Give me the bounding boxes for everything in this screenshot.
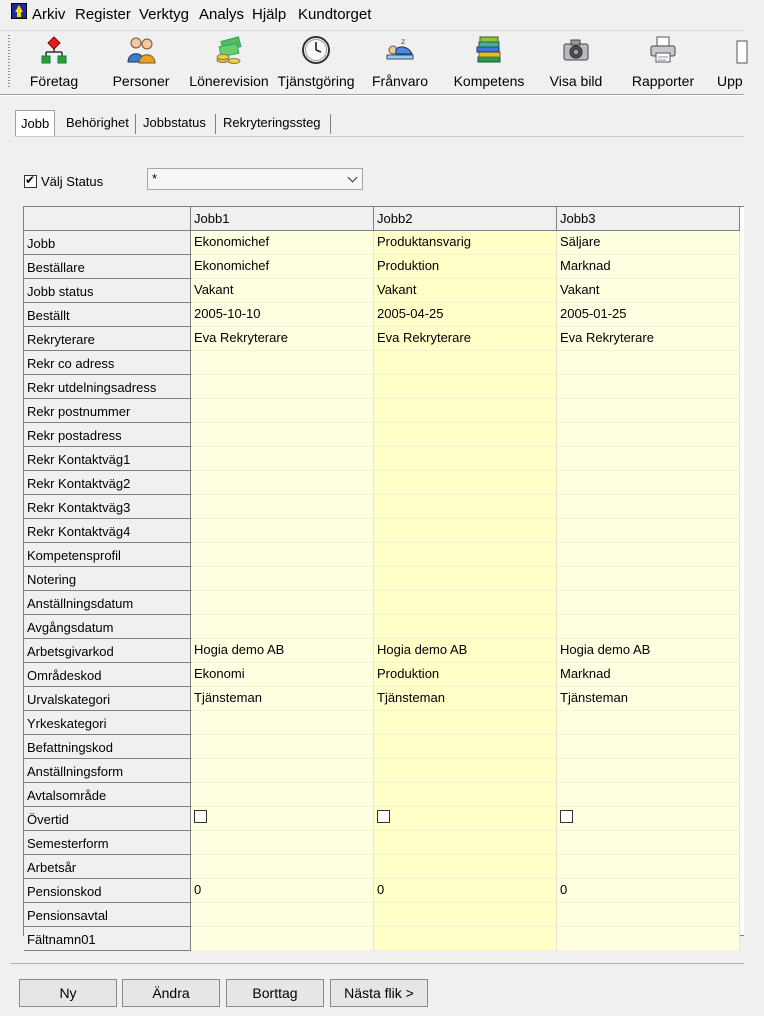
grid-cell[interactable]: [557, 855, 740, 879]
column-header-2[interactable]: Jobb2: [374, 207, 557, 231]
grid-cell[interactable]: Vakant: [374, 279, 557, 303]
table-row: [24, 807, 764, 831]
grid-cell[interactable]: [374, 495, 557, 519]
toolbar-upp-button[interactable]: [712, 31, 744, 91]
row-header: Befattningskod: [24, 735, 191, 759]
svg-text:z: z: [401, 37, 406, 46]
row-header: Beställt: [24, 303, 191, 327]
grid-cell[interactable]: [557, 447, 740, 471]
grid-cell[interactable]: [191, 831, 374, 855]
grid-cell[interactable]: [374, 759, 557, 783]
row-header: Notering: [24, 567, 191, 591]
grid-cell[interactable]: [191, 807, 374, 831]
grid-cell[interactable]: [191, 471, 374, 495]
status-select[interactable]: [147, 168, 363, 190]
grid-cell[interactable]: [374, 447, 557, 471]
grid-cell[interactable]: [557, 399, 740, 423]
grid-cell[interactable]: Hogia demo AB: [557, 639, 740, 663]
table-row: [24, 231, 764, 255]
grid-cell[interactable]: Tjänsteman: [557, 687, 740, 711]
grid-cell[interactable]: [557, 375, 740, 399]
overtid-checkbox[interactable]: [560, 810, 573, 823]
grid-cell[interactable]: [191, 447, 374, 471]
tab-underline: [15, 136, 744, 137]
row-header: Pensionskod: [24, 879, 191, 903]
row-header: Övertid: [24, 807, 191, 831]
grid-cell[interactable]: [374, 735, 557, 759]
toolbar-franvaro-button[interactable]: [366, 31, 434, 91]
grid-cell[interactable]: [557, 351, 740, 375]
table-row: [24, 591, 764, 615]
grid-cell[interactable]: [557, 615, 740, 639]
grid-cell[interactable]: [374, 351, 557, 375]
grid-cell[interactable]: [374, 807, 557, 831]
valj-status-checkbox[interactable]: [24, 175, 37, 188]
row-header: Urvalskategori: [24, 687, 191, 711]
app-icon[interactable]: [11, 3, 27, 19]
new-button[interactable]: Ny: [19, 979, 117, 1007]
grid-cell[interactable]: 2005-10-10: [191, 303, 374, 327]
menu-verktyg[interactable]: Verktyg: [139, 6, 190, 23]
grid-cell[interactable]: Eva Rekryterare: [191, 327, 374, 351]
toolbar-foretag-button[interactable]: [18, 31, 90, 91]
grid-cell[interactable]: [374, 375, 557, 399]
grid-cell[interactable]: [557, 519, 740, 543]
table-row: [24, 615, 764, 639]
grid-cell[interactable]: Eva Rekryterare: [374, 327, 557, 351]
grid-cell[interactable]: [191, 615, 374, 639]
grid-cell[interactable]: [557, 711, 740, 735]
column-header-3[interactable]: Jobb3: [557, 207, 740, 231]
grid-cell[interactable]: Säljare: [557, 231, 740, 255]
grid-cell[interactable]: Vakant: [557, 279, 740, 303]
grid-cell[interactable]: [191, 759, 374, 783]
grid-cell[interactable]: [191, 495, 374, 519]
money-icon: [214, 35, 244, 65]
row-header: Rekr Kontaktväg2: [24, 471, 191, 495]
grid-cell[interactable]: Marknad: [557, 255, 740, 279]
table-row: [24, 639, 764, 663]
edit-button[interactable]: Ändra: [122, 979, 220, 1007]
tab-jobbstatus[interactable]: Jobbstatus: [143, 115, 206, 130]
job-grid: [23, 206, 744, 947]
grid-cell[interactable]: 2005-04-25: [374, 303, 557, 327]
table-row: [24, 927, 764, 951]
grid-cell[interactable]: [374, 543, 557, 567]
table-row: [24, 543, 764, 567]
grid-cell[interactable]: [374, 567, 557, 591]
table-row: [24, 711, 764, 735]
row-header: Beställare: [24, 255, 191, 279]
menu-bar: [0, 0, 744, 30]
row-header: Rekryterare: [24, 327, 191, 351]
grid-cell[interactable]: [557, 543, 740, 567]
grid-cell[interactable]: Tjänsteman: [374, 687, 557, 711]
grid-cell[interactable]: [191, 927, 374, 951]
row-header: Jobb status: [24, 279, 191, 303]
table-row: [24, 495, 764, 519]
toolbar-grip: [8, 35, 10, 87]
grid-cell[interactable]: [557, 783, 740, 807]
row-header: Rekr co adress: [24, 351, 191, 375]
row-header: Rekr utdelningsadress: [24, 375, 191, 399]
menu-register[interactable]: Register: [75, 6, 131, 23]
valj-status-label: Välj Status: [41, 174, 104, 189]
toolbar-foretag-label: Företag: [29, 73, 79, 89]
grid-cell[interactable]: [191, 543, 374, 567]
grid-cell[interactable]: [191, 519, 374, 543]
table-row: [24, 255, 764, 279]
tab-rekryteringssteg[interactable]: Rekryteringssteg: [223, 115, 321, 130]
grid-cell[interactable]: [374, 399, 557, 423]
grid-cell[interactable]: [557, 471, 740, 495]
toolbar-visa-bild-button[interactable]: [540, 31, 612, 91]
grid-cell[interactable]: [191, 375, 374, 399]
sleeping-person-icon: [385, 35, 415, 65]
grid-cell[interactable]: 0: [374, 879, 557, 903]
table-row: [24, 879, 764, 903]
grid-cell[interactable]: 2005-01-25: [557, 303, 740, 327]
grid-cell[interactable]: Produktion: [374, 663, 557, 687]
grid-cell[interactable]: [557, 927, 740, 951]
button-bar: [0, 960, 744, 1016]
grid-cell[interactable]: [191, 903, 374, 927]
grid-cell[interactable]: [374, 423, 557, 447]
status-select-value: *: [152, 171, 158, 186]
table-row: [24, 663, 764, 687]
toolbar-lonerevision-label: Lönerevision: [189, 73, 269, 89]
row-header: Områdeskod: [24, 663, 191, 687]
grid-cell[interactable]: Hogia demo AB: [191, 639, 374, 663]
row-header: Rekr Kontaktväg1: [24, 447, 191, 471]
grid-cell[interactable]: [374, 927, 557, 951]
people-icon: [126, 35, 156, 65]
grid-cell[interactable]: Ekonomi: [191, 663, 374, 687]
toolbar-personer-button[interactable]: [102, 31, 180, 91]
grid-cell[interactable]: 0: [191, 879, 374, 903]
row-header: Rekr postadress: [24, 423, 191, 447]
grid-cell[interactable]: [374, 615, 557, 639]
table-row: [24, 447, 764, 471]
row-header: Rekr Kontaktväg4: [24, 519, 191, 543]
grid-cell[interactable]: Vakant: [191, 279, 374, 303]
tab-divider: [215, 114, 216, 134]
grid-cell[interactable]: [191, 567, 374, 591]
menu-kundtorget[interactable]: Kundtorget: [298, 6, 372, 23]
grid-cell[interactable]: [374, 591, 557, 615]
overtid-checkbox[interactable]: [194, 810, 207, 823]
grid-cell[interactable]: [557, 495, 740, 519]
toolbar-kompetens-label: Kompetens: [453, 73, 525, 89]
grid-cell[interactable]: [557, 831, 740, 855]
column-header-1[interactable]: Jobb1: [191, 207, 374, 231]
grid-cell[interactable]: [191, 351, 374, 375]
row-header: Rekr Kontaktväg3: [24, 495, 191, 519]
table-row: [24, 375, 764, 399]
toolbar-lonerevision-button[interactable]: [184, 31, 274, 91]
table-row: [24, 423, 764, 447]
menu-arkiv[interactable]: Arkiv: [32, 6, 66, 23]
grid-cell[interactable]: [374, 711, 557, 735]
grid-cell[interactable]: [374, 855, 557, 879]
toolbar-upp-label: Upp: [717, 73, 743, 89]
grid-cell[interactable]: Ekonomichef: [191, 255, 374, 279]
grid-cell[interactable]: [557, 735, 740, 759]
grid-cell[interactable]: Marknad: [557, 663, 740, 687]
org-chart-icon: [39, 35, 69, 65]
table-row: [24, 855, 764, 879]
grid-cell[interactable]: [557, 759, 740, 783]
toolbar-visa-bild-label: Visa bild: [549, 73, 603, 89]
grid-cell[interactable]: [191, 711, 374, 735]
grid-cell[interactable]: [191, 423, 374, 447]
table-row: [24, 831, 764, 855]
toolbar-kompetens-button[interactable]: [448, 31, 530, 91]
toolbar-tjanstgoring-label: Tjänstgöring: [277, 73, 355, 89]
tab-jobb[interactable]: Jobb: [15, 110, 55, 137]
menu-hjalp[interactable]: Hjälp: [252, 6, 287, 23]
row-header: Arbetsår: [24, 855, 191, 879]
tab-divider: [135, 114, 136, 134]
grid-cell[interactable]: [191, 399, 374, 423]
books-icon: [474, 35, 504, 65]
grid-cell[interactable]: Eva Rekryterare: [557, 327, 740, 351]
row-header: Pensionsavtal: [24, 903, 191, 927]
overtid-checkbox[interactable]: [377, 810, 390, 823]
row-header: Arbetsgivarkod: [24, 639, 191, 663]
table-row: [24, 687, 764, 711]
table-row: [24, 783, 764, 807]
grid-cell[interactable]: [191, 855, 374, 879]
table-row: [24, 759, 764, 783]
delete-button[interactable]: Borttag: [226, 979, 324, 1007]
grid-cell[interactable]: [557, 567, 740, 591]
row-header: Semesterform: [24, 831, 191, 855]
grid-cell[interactable]: [191, 783, 374, 807]
table-row: [24, 567, 764, 591]
printer-icon: [648, 35, 678, 65]
grid-cell[interactable]: [557, 807, 740, 831]
grid-cell[interactable]: [374, 903, 557, 927]
toolbar-tjanstgoring-button[interactable]: [274, 31, 358, 91]
table-row: [24, 471, 764, 495]
next-tab-button[interactable]: Nästa flik >: [330, 979, 428, 1007]
grid-cell[interactable]: 0: [557, 879, 740, 903]
grid-cell[interactable]: [557, 591, 740, 615]
partial-icon: [712, 35, 742, 65]
chevron-down-icon: [348, 173, 358, 183]
menu-analys[interactable]: Analys: [199, 6, 245, 23]
button-bar-divider: [10, 963, 744, 964]
tab-divider: [330, 114, 331, 134]
grid-corner: [24, 207, 191, 231]
grid-cell[interactable]: [191, 591, 374, 615]
grid-cell[interactable]: Hogia demo AB: [374, 639, 557, 663]
row-header: Yrkeskategori: [24, 711, 191, 735]
clock-icon: [301, 35, 331, 65]
table-row: [24, 303, 764, 327]
grid-cell[interactable]: Produktansvarig: [374, 231, 557, 255]
grid-cell[interactable]: [374, 783, 557, 807]
table-row: [24, 519, 764, 543]
grid-cell[interactable]: [191, 735, 374, 759]
toolbar-rapporter-button[interactable]: [626, 31, 700, 91]
toolbar-rapporter-label: Rapporter: [631, 73, 695, 89]
grid-header-row: [24, 207, 764, 231]
grid-cell[interactable]: [557, 903, 740, 927]
row-header: Jobb: [24, 231, 191, 255]
table-row: [24, 735, 764, 759]
grid-cell[interactable]: [557, 423, 740, 447]
row-header: Rekr postnummer: [24, 399, 191, 423]
grid-cell[interactable]: [374, 471, 557, 495]
row-header: Fältnamn01: [24, 927, 191, 951]
row-header: Avgångsdatum: [24, 615, 191, 639]
row-header: Anställningsform: [24, 759, 191, 783]
toolbar-personer-label: Personer: [112, 73, 170, 89]
row-header: Anställningsdatum: [24, 591, 191, 615]
row-header: Avtalsområde: [24, 783, 191, 807]
table-row: [24, 327, 764, 351]
toolbar-franvaro-label: Frånvaro: [371, 73, 429, 89]
table-row: [24, 399, 764, 423]
main-panel: [0, 95, 744, 961]
grid-cell[interactable]: Tjänsteman: [191, 687, 374, 711]
grid-cell[interactable]: [374, 831, 557, 855]
table-row: [24, 351, 764, 375]
camera-icon: [561, 35, 591, 65]
row-header: Kompetensprofil: [24, 543, 191, 567]
table-row: [24, 279, 764, 303]
toolbar: [0, 30, 744, 93]
tab-behorighet[interactable]: Behörighet: [66, 115, 129, 130]
table-row: [24, 903, 764, 927]
grid-cell[interactable]: Produktion: [374, 255, 557, 279]
grid-cell[interactable]: Ekonomichef: [191, 231, 374, 255]
grid-cell[interactable]: [374, 519, 557, 543]
